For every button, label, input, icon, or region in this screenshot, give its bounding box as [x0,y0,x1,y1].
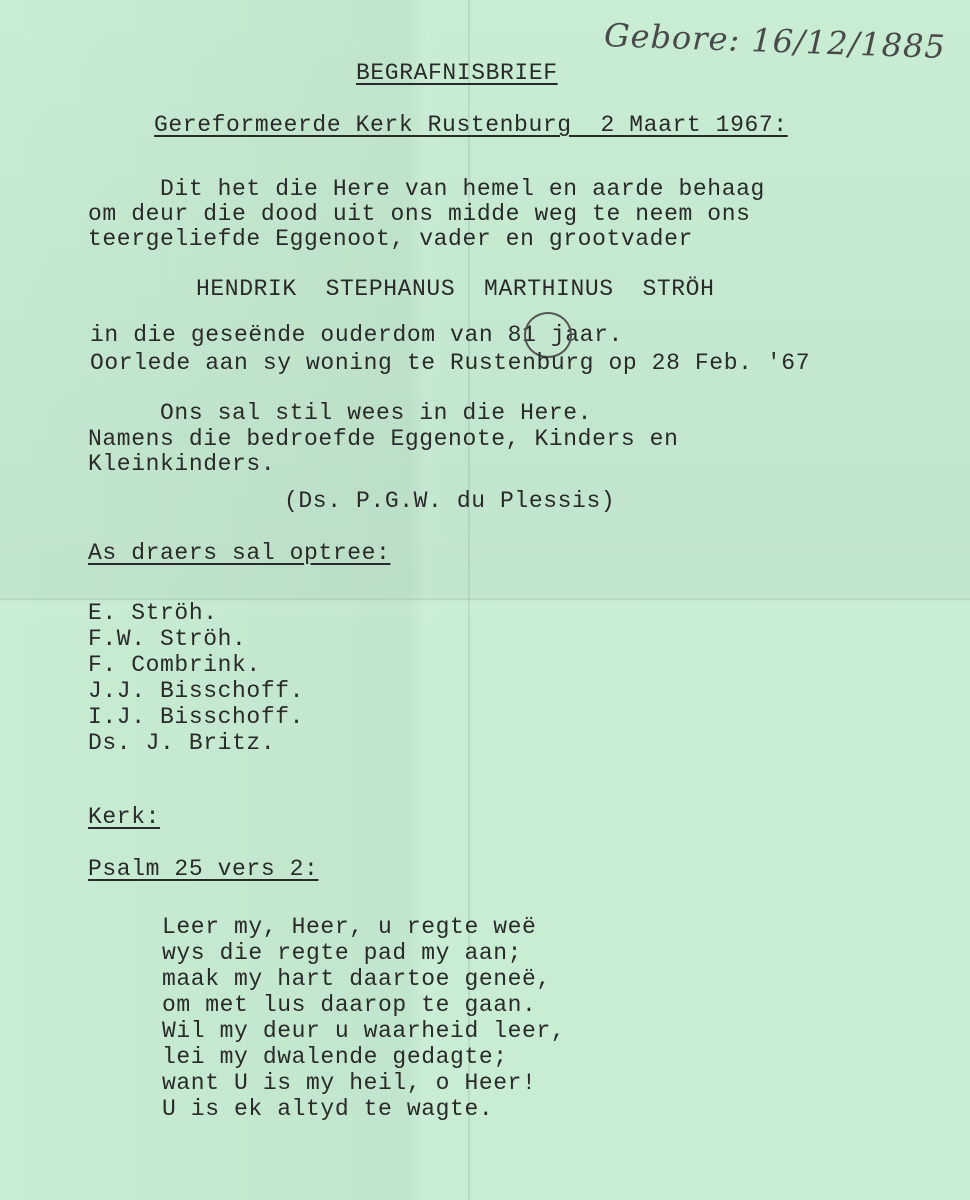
psalm-line: Leer my, Heer, u regte weë [162,914,537,940]
closing-line-2: Namens die bedroefde Eggenote, Kinders en [88,426,679,452]
psalm-line: wys die regte pad my aan; [162,940,523,966]
minister-name: (Ds. P.G.W. du Plessis) [284,488,616,514]
intro-line-3: teergeliefde Eggenoot, vader en grootvader [88,226,693,252]
psalm-heading: Psalm 25 vers 2: [88,856,319,882]
psalm-line: want U is my heil, o Heer! [162,1070,537,1096]
intro-line-1: Dit het die Here van hemel en aarde behaag [88,176,765,202]
document-title: BEGRAFNISBRIEF [356,60,558,86]
bearer-item: E. Ströh. [88,600,218,626]
psalm-line: maak my hart daartoe geneë, [162,966,551,992]
closing-line-1: Ons sal stil wees in die Here. [88,400,593,426]
psalm-line: Wil my deur u waarheid leer, [162,1018,566,1044]
death-line: Oorlede aan sy woning te Rustenburg op 28 Feb. '67 [90,350,811,376]
bearer-item: Ds. J. Britz. [88,730,276,756]
handwritten-birth-date: Gebore: 16/12/1885 [603,16,947,66]
bearers-heading: As draers sal optree: [88,540,391,566]
intro-line-2: om deur die dood uit ons midde weg te neem ons [88,201,751,227]
church-heading: Kerk: [88,804,161,830]
bearer-item: J.J. Bisschoff. [88,678,305,704]
age-line: in die geseënde ouderdom van 81 jaar. [90,322,623,348]
bearer-item: I.J. Bisschoff. [88,704,305,730]
bearer-item: F.W. Ströh. [88,626,247,652]
psalm-line: lei my dwalende gedagte; [162,1044,508,1070]
psalm-line: U is ek altyd te wagte. [162,1096,494,1122]
deceased-name: HENDRIK STEPHANUS MARTHINUS STRÖH [196,276,715,302]
bearer-item: F. Combrink. [88,652,261,678]
psalm-line: om met lus daarop te gaan. [162,992,537,1018]
closing-line-3: Kleinkinders. [88,451,276,477]
church-date-header: Gereformeerde Kerk Rustenburg 2 Maart 1967: [154,112,788,138]
